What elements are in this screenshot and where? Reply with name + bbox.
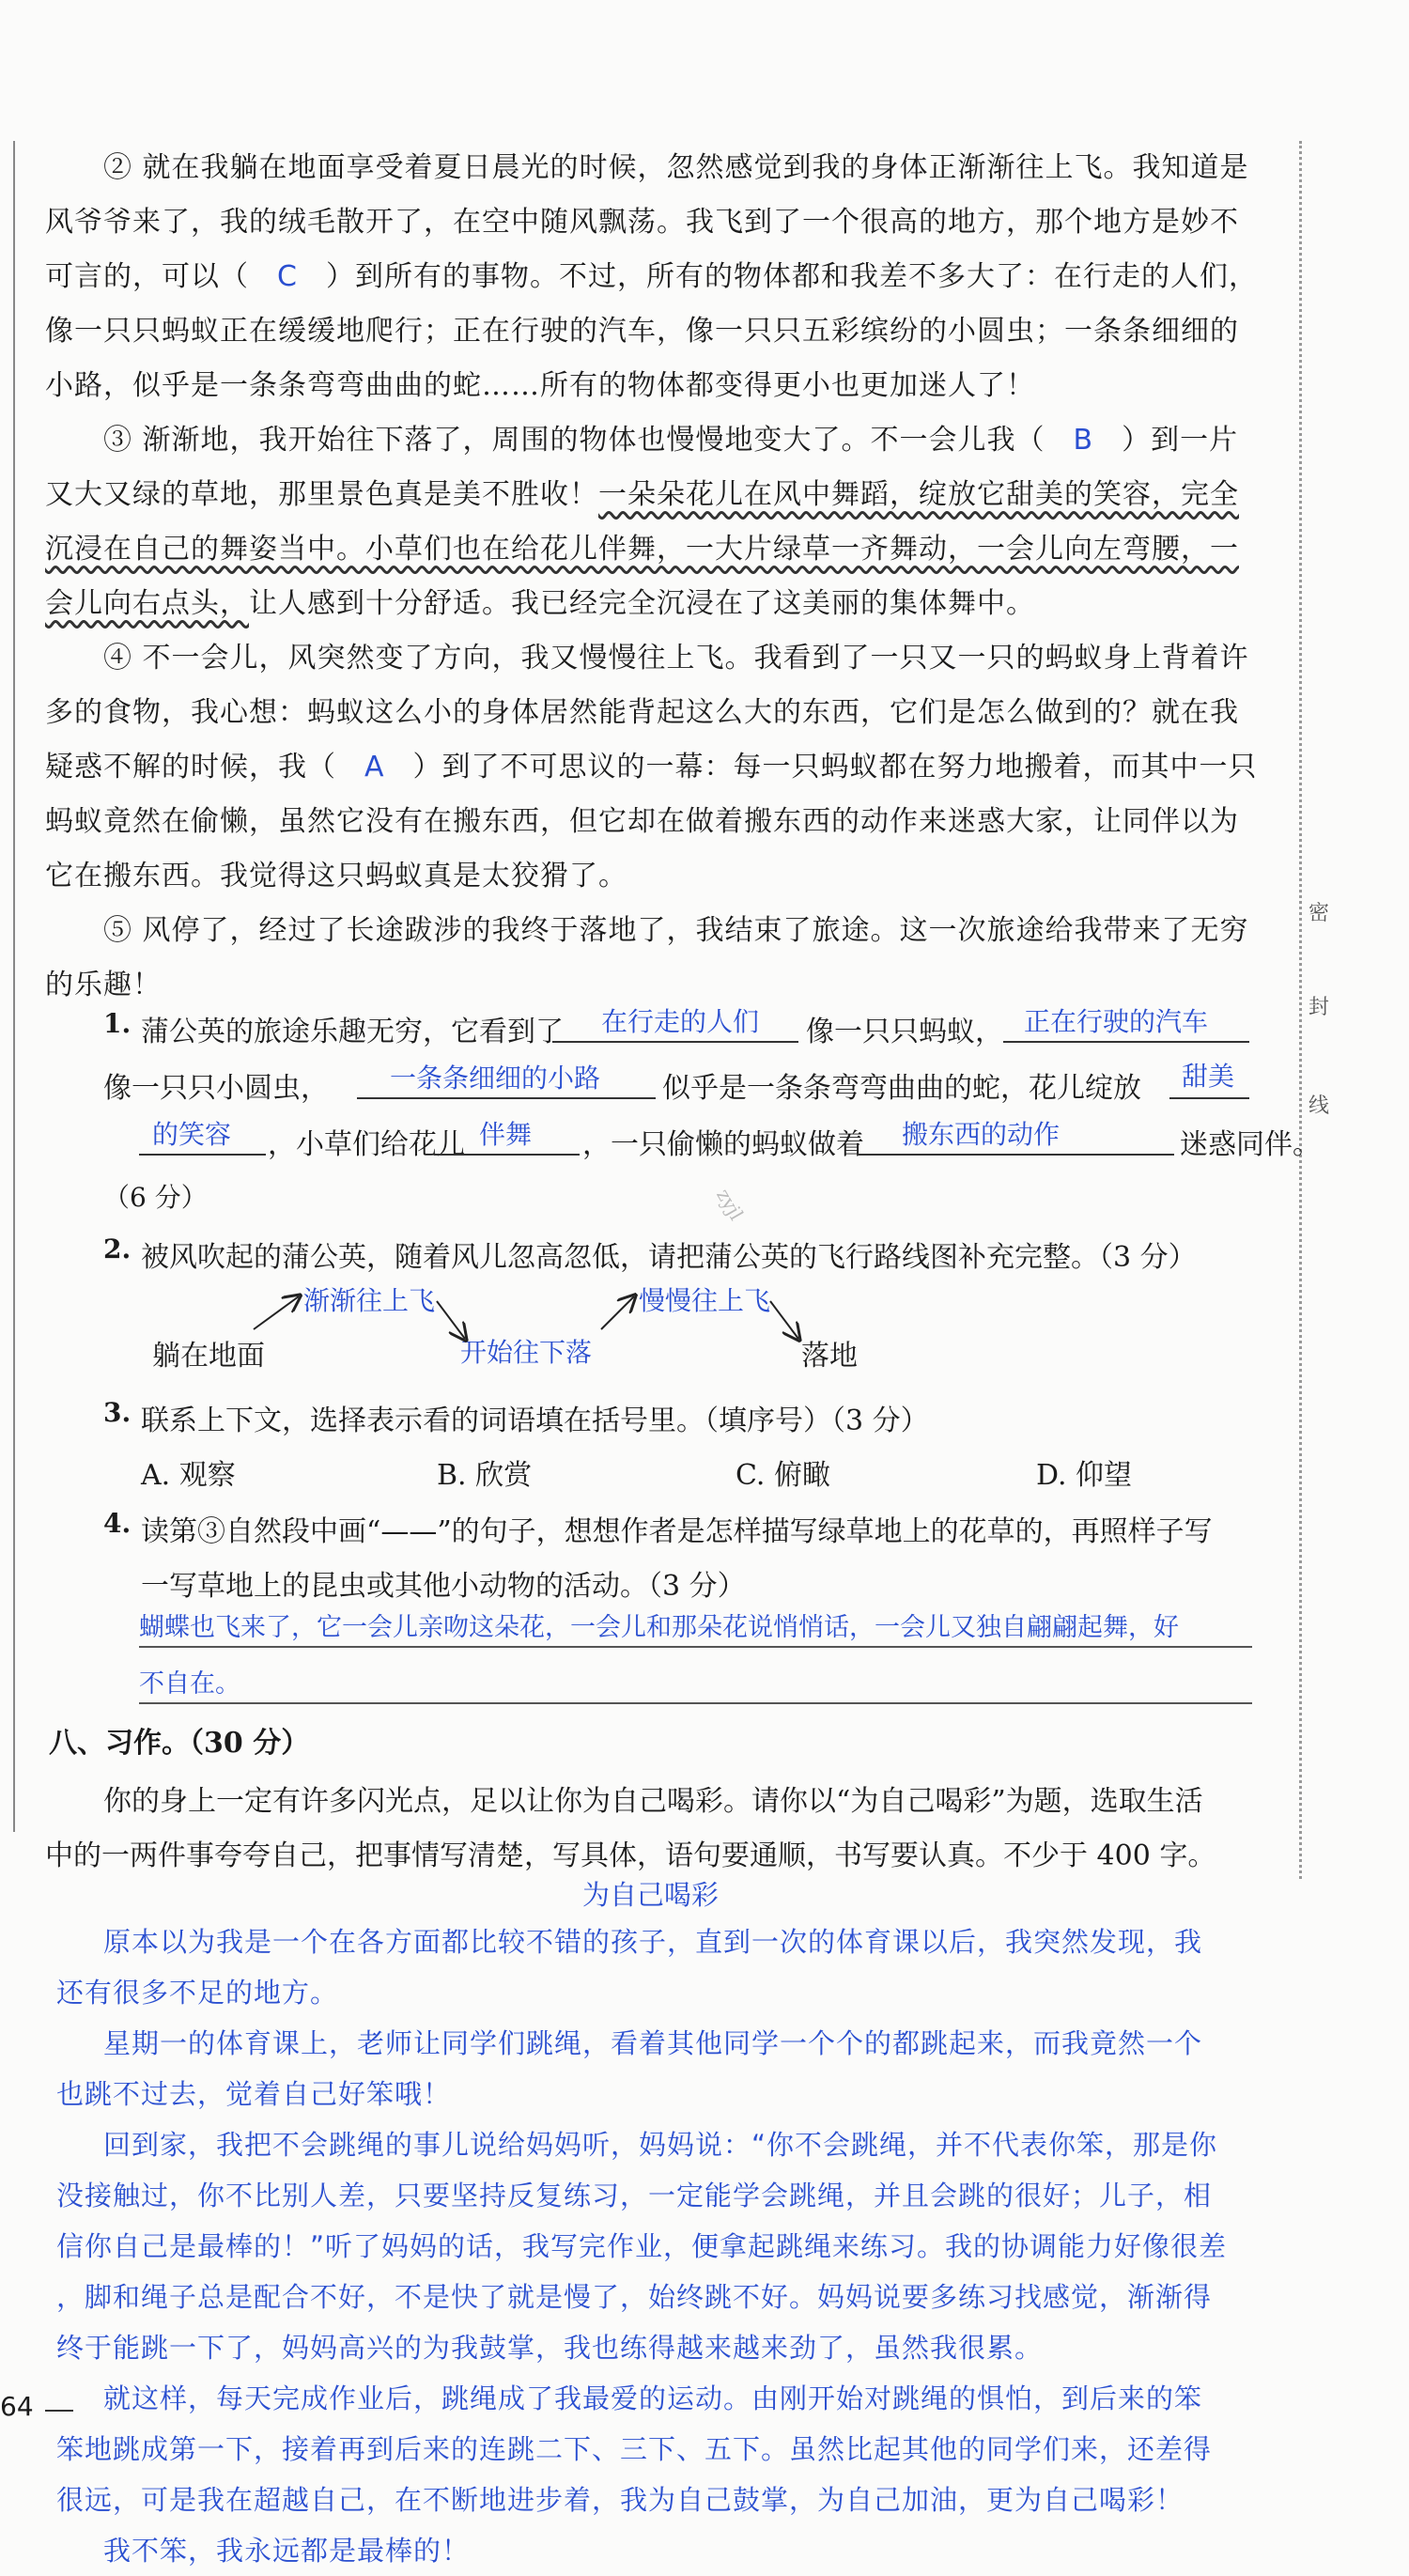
seal-char-1: 密 (1308, 902, 1330, 925)
seal-char-3: 线 (1308, 1094, 1330, 1118)
q1-text-1: 蒲公英的旅途乐趣无穷，它看到了 (141, 1016, 564, 1048)
q4-answer-2: 不自在。 (139, 1669, 240, 1699)
essay-line-9: 终于能跳一下了，妈妈高兴的为我鼓掌，我也练得越来越来劲了，虽然我很累。 (56, 2332, 1044, 2364)
q1-text-4: 似乎是一条条弯弯曲曲的蛇，花儿绽放 (662, 1072, 1141, 1105)
paragraph-3: ③ 渐渐地，我开始往下落了，周围的物体也慢慢地变大了。不一会儿我（ B ）到一片又大又绿的草地，那里景色真是美不胜收！一朵朵花儿在风中舞蹈，绽放它甜美的笑容，完全沉浸在自己的舞姿当中。小草们也在给花儿伴舞，一大片绿草一齐舞动，一会儿向左弯腰，一会儿向右点头，让人感到十分舒适。我已经完全沉浸在了这美丽的集体舞中。 (45, 424, 1239, 620)
essay-line-3: 星期一的体育课上，老师让同学们跳绳，看着其他同学一个个的都跳起来，而我竟然一个 (103, 2027, 1203, 2059)
q3-option-c: C. 俯瞰 (735, 1459, 830, 1492)
essay-title: 为自己喝彩 (582, 1879, 720, 1911)
section-8-prompt-2: 中的一两件事夸夸自己，把事情写清楚，写具体，语句要通顺，书写要认真。不少于 400 字。 (45, 1839, 1216, 1872)
q1-number: 1. (103, 1008, 132, 1039)
essay-body (56, 1916, 1240, 2576)
paragraph-2: ② 就在我躺在地面享受着夏日晨光的时候，忽然感觉到我的身体正渐渐往上飞。我知道是风爷爷来了，我的绒毛散开了，在空中随风飘荡。我飞到了一个很高的地方，那个地方是妙不可言的，可以（ C ）到所有的事物。不过，所有的物体都和我差不多大了：在行走的人们，像一只只蚂蚁正在缓缓地爬行；正在行驶的汽车，像一只只五彩缤纷的小圆虫；一条条细细的小路，似乎是一条条弯弯曲曲的蛇……所有的物体都变得更小也更加迷人了！ (45, 151, 1258, 402)
section-8-heading: 八、习作。（30 分） (49, 1727, 310, 1760)
paragraph-4: ④ 不一会儿，风突然变了方向，我又慢慢往上飞。我看到了一只又一只的蚂蚁身上背着许多的食物，我心想：蚂蚁这么小的身体居然能背起这么大的东西，它们是怎么做到的？就在我疑惑不解的时候，我（ A ）到了不可思议的一幕：每一只蚂蚁都在努力地搬着，而其中一只蚂蚁竟然在偷懒，虽然它没有在搬东西，但它却在做着搬东西的动作来迷惑大家，让同伴以为它在搬东西。我觉得这只蚂蚁真是太狡猾了。 (45, 642, 1258, 892)
q4-answer-1: 蝴蝶也飞来了，它一会儿亲吻这朵花，一会儿和那朵花说悄悄话，一会儿又独自翩翩起舞，好 (139, 1613, 1179, 1642)
q1-answer-3: 一条条细细的小路 (390, 1063, 601, 1094)
q3-text: 联系上下文，选择表示看的词语填在括号里。（填序号）（3 分） (141, 1404, 929, 1437)
route-answer-1: 渐渐往上飞 (303, 1285, 436, 1316)
essay-line-11: 笨地跳成第一下，接着再到后来的连跳二下、三下、五下。虽然比起其他的同学们来，还差得 (56, 2433, 1213, 2465)
essay-line-5: 回到家，我把不会跳绳的事儿说给妈妈听，妈妈说：“你不会跳绳，并不代表你笨，那是你 (103, 2129, 1218, 2161)
essay-line-6: 没接触过，你不比别人差，只要坚持反复练习，一定能学会跳绳，并且会跳的很好；儿子，相 (56, 2180, 1213, 2211)
q4-number: 4. (103, 1508, 132, 1539)
q2-number: 2. (103, 1234, 132, 1265)
q2-text: 被风吹起的蒲公英，随着风儿忽高忽低，请把蒲公英的飞行路线图补充完整。（3 分） (141, 1241, 1197, 1274)
q3-number: 3. (103, 1397, 132, 1428)
watermark: zyjl (712, 1185, 749, 1224)
route-start: 躺在地面 (152, 1340, 265, 1373)
q1-text-6: ，一只偷懒的蚂蚁做着 (582, 1128, 864, 1161)
section-8-prompt-1: 你的身上一定有许多闪光点，足以让你为自己喝彩。请你以“为自己喝彩”为题，选取生活 (103, 1785, 1203, 1818)
q1-answer-4a: 甜美 (1182, 1061, 1235, 1092)
answer-a: A (364, 751, 385, 784)
essay-line-1: 原本以为我是一个在各方面都比较不错的孩子，直到一次的体育课以后，我突然发现，我 (103, 1926, 1203, 1958)
q1-text-2: 像一只只蚂蚁， (806, 1016, 1003, 1048)
q3-option-b: B. 欣赏 (437, 1459, 533, 1492)
q1-text-3: 像一只只小圆虫， (103, 1072, 329, 1105)
q1-answer-4b: 的笑容 (152, 1119, 232, 1150)
q1-score: （6 分） (103, 1182, 208, 1213)
page-number-rule (45, 2410, 73, 2412)
q4-text-1: 读第③自然段中画“——”的句子，想想作者是怎样描写绿草地上的花草的，再照样子写 (141, 1515, 1213, 1548)
q4-answer-line-1 (139, 1646, 1252, 1648)
paragraph-5: ⑤ 风停了，经过了长途跋涉的我终于落地了，我结束了旅途。这一次旅途给我带来了无穷的乐趣！ (45, 914, 1249, 1001)
essay-line-2: 还有很多不足的地方。 (56, 1977, 339, 2009)
route-answer-3: 慢慢往上飞 (639, 1285, 771, 1316)
essay-line-4: 也跳不过去，觉着自己好笨哦！ (56, 2078, 452, 2110)
q1-answer-2: 正在行驶的汽车 (1024, 1006, 1209, 1037)
q4-answer-line-2 (139, 1702, 1252, 1704)
q4-text-2: 一写草地上的昆虫或其他小动物的活动。（3 分） (141, 1570, 746, 1603)
seal-char-2: 封 (1308, 996, 1330, 1019)
q1-text-7: 迷惑同伴。 (1180, 1128, 1321, 1161)
q1-answer-5: 伴舞 (479, 1119, 533, 1150)
essay-line-10: 就这样，每天完成作业后，跳绳成了我最爱的运动。由刚开始对跳绳的惧怕，到后来的笨 (103, 2382, 1203, 2414)
q1-text-5: ，小草们给花儿 (268, 1128, 465, 1161)
wavy-underlined-sentence: 一朵朵花儿在风中舞蹈，绽放它甜美的笑容，完全沉浸在自己的舞姿当中。小草们也在给花儿伴舞，一大片绿草一齐舞动，一会儿向左弯腰，一会儿向右点头， (45, 478, 1239, 620)
essay-line-12: 很远，可是我在超越自己，在不断地进步着，我为自己鼓掌，为自己加油，更为自己喝彩！ (56, 2484, 1184, 2516)
route-answer-2: 开始往下落 (460, 1337, 593, 1368)
q1-answer-6: 搬东西的动作 (902, 1119, 1061, 1150)
essay-line-8: ，脚和绳子总是配合不好，不是快了就是慢了，始终跳不好。妈妈说要多练习找感觉，渐渐得 (56, 2281, 1213, 2313)
page-number: 64 (0, 2391, 34, 2422)
q3-option-d: D. 仰望 (1036, 1459, 1133, 1492)
answer-b: B (1073, 424, 1094, 457)
q3-option-a: A. 观察 (141, 1459, 236, 1492)
answer-c: C (277, 260, 298, 293)
route-end: 落地 (801, 1340, 858, 1373)
q1-answer-1: 在行走的人们 (601, 1006, 760, 1037)
essay-line-7: 信你自己是最棒的！”听了妈妈的话，我写完作业，便拿起跳绳来练习。我的协调能力好像很差 (56, 2230, 1228, 2262)
essay-line-13: 我不笨，我永远都是最棒的！ (103, 2535, 471, 2567)
